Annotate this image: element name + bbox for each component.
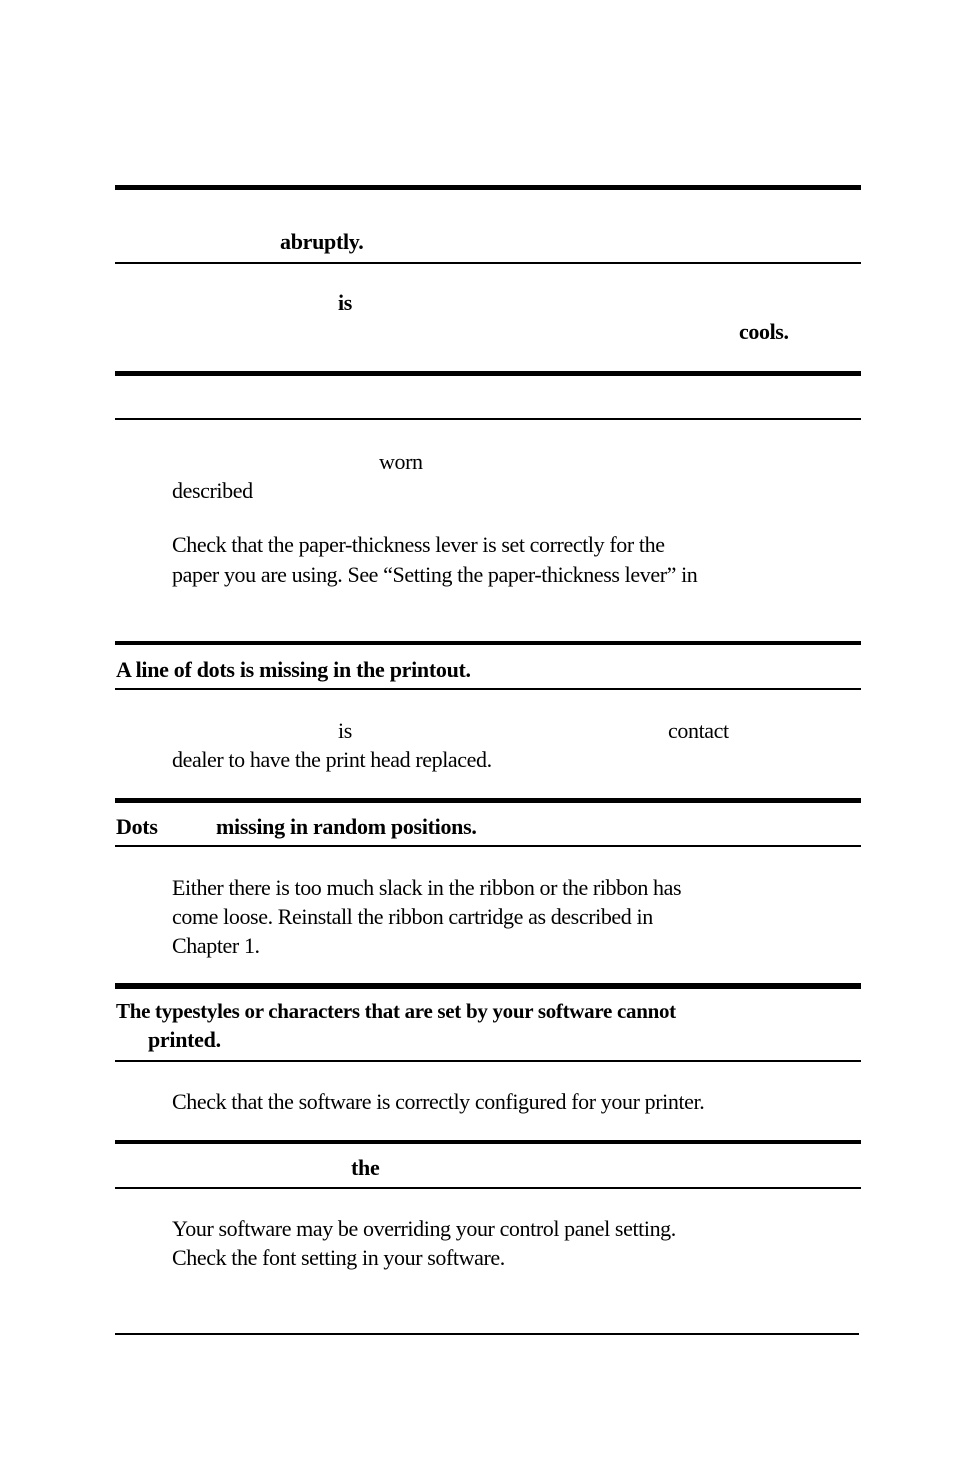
section-rule-mid-1 xyxy=(115,262,861,264)
problem-heading-line-2: printed. xyxy=(148,1027,221,1052)
section-rule-top-1 xyxy=(115,185,861,190)
problem-heading: A line of dots is missing in the printout. xyxy=(116,657,471,682)
section-rule-mid-4 xyxy=(115,845,861,847)
section-rule-mid-2 xyxy=(115,418,861,420)
solution-line: Either there is too much slack in the ribbon or the ribbon has xyxy=(172,875,682,900)
problem-heading: The typestyles or characters that are set by your software cannot xyxy=(116,999,676,1023)
solution-fragment-is: is xyxy=(338,290,352,315)
section-rule-top-5 xyxy=(115,983,861,989)
section-rule-top-2 xyxy=(115,371,861,376)
section-rule-top-4 xyxy=(115,798,861,803)
solution-fragment-described: described xyxy=(172,478,253,503)
section-rule-top-6 xyxy=(115,1140,861,1144)
solution-fragment-contact: contact xyxy=(668,718,729,743)
problem-heading-fragment: abruptly. xyxy=(280,229,364,254)
solution-line: come loose. Reinstall the ribbon cartridge as described in xyxy=(172,904,653,929)
section-rule-mid-5 xyxy=(115,1060,861,1062)
section-rule-bottom xyxy=(115,1333,859,1335)
solution-line: paper you are using. See “Setting the paper-thickness lever” in xyxy=(172,562,698,587)
section-rule-top-3 xyxy=(115,641,861,645)
problem-heading-word: Dots xyxy=(116,814,158,839)
section-rule-mid-6 xyxy=(115,1187,861,1189)
solution-line: Check that the paper-thickness lever is set correctly for the xyxy=(172,532,665,557)
solution-fragment-is: is xyxy=(338,718,352,743)
problem-heading-fragment: the xyxy=(351,1155,380,1180)
section-rule-mid-3 xyxy=(115,688,861,690)
solution-line: Check the font setting in your software. xyxy=(172,1245,505,1270)
solution-fragment-cools: cools. xyxy=(739,319,789,344)
solution-line: Check that the software is correctly configured for your printer. xyxy=(172,1089,705,1114)
solution-fragment-worn: worn xyxy=(379,449,423,474)
solution-line: Your software may be overriding your control panel setting. xyxy=(172,1216,676,1241)
problem-heading: missing in random positions. xyxy=(216,814,477,839)
solution-line: dealer to have the print head replaced. xyxy=(172,747,492,772)
solution-line: Chapter 1. xyxy=(172,933,260,958)
